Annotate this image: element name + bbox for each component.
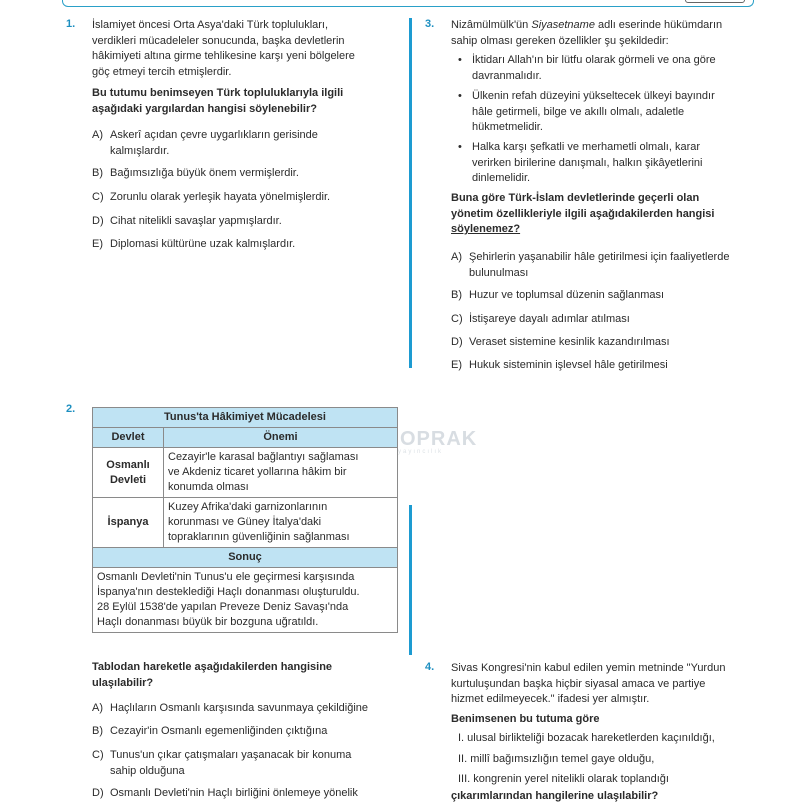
state-line: Osmanlı	[106, 458, 150, 471]
option-letter: B)	[92, 725, 103, 737]
q2-option-d[interactable]	[92, 786, 358, 802]
q1-option-a[interactable]	[92, 128, 318, 159]
q3-option-b[interactable]	[451, 288, 664, 304]
table-result-title: Sonuç	[93, 548, 398, 568]
q3-bullet-line: davranmalıdır.	[472, 69, 542, 82]
table-cell-state	[93, 498, 164, 548]
q1-stem-line: hâkimiyeti altına girme tehlikesine karşı yeni bölgelere	[92, 50, 355, 62]
option-letter: E)	[451, 359, 462, 371]
table-cell-state	[93, 448, 164, 498]
option-text: Şehirlerin yaşanabilir hâle getirilmesi için faaliyetlerde	[469, 251, 730, 263]
q3-option-e[interactable]	[451, 358, 668, 374]
state-line: İspanya	[107, 516, 149, 528]
q2-question-line: Tablodan hareketle aşağıdakilerden hangisine	[92, 661, 333, 673]
q3-question-line: yönetim özellikleriyle ilgili aşağıdakilerden hangisi	[451, 207, 715, 220]
q1-question-line: aşağıdaki yargılardan hangisi söylenebilir?	[92, 102, 317, 115]
q4-number: 4.	[425, 661, 435, 673]
option-text: Huzur ve toplumsal düzenin sağlanması	[469, 289, 665, 301]
q3-question	[451, 191, 714, 238]
q3-option-d[interactable]	[451, 335, 670, 351]
state-line: Devleti	[109, 473, 147, 486]
q2-question	[92, 660, 332, 691]
q1-number: 1.	[66, 18, 76, 30]
option-text: Hukuk sisteminin işlevsel hâle getirilmesi	[469, 359, 668, 371]
option-text: Tunus'un çıkar çatışmaları yaşanacak bir konuma	[110, 749, 352, 761]
header-box	[685, 0, 745, 3]
q3-option-c[interactable]	[451, 312, 630, 328]
option-letter: A)	[92, 129, 103, 141]
q1-stem-line: göç etmeyi tercih etmişlerdir.	[92, 65, 232, 78]
q3-bullet-line: İktidarı Allah'ın bir lütfu olarak görmeli ve ona göre	[472, 54, 716, 66]
column-divider-top	[409, 18, 412, 368]
goal-line: topraklarının güvenliğinin sağlanması	[168, 531, 350, 543]
q3-bullet-line: hükmetmelidir.	[472, 121, 543, 133]
q1-option-e[interactable]	[92, 237, 295, 253]
q3-intro-line: sahip olması gereken özellikler şu şekildedir:	[451, 34, 669, 47]
q2-option-c[interactable]	[92, 748, 351, 779]
q4-item: II. millî bağımsızlığın temel gaye olduğu,	[458, 752, 655, 765]
option-text: İstişareye dayalı adımlar atılması	[469, 313, 630, 325]
q3-bullet-3: • Halka karşı şefkatli ve merhametli olmalı, karar verirken birilerine danışmalı, halkın şikâyetlerini dinlemelidir.	[472, 140, 702, 187]
goal-line: korunması ve Güney İtalya'daki	[168, 516, 322, 528]
q3-option-a[interactable]	[451, 250, 729, 281]
q3-bullet-line: hâle getirmeli, bilge ve akıllı olmalı, adaletle	[472, 105, 685, 118]
watermark-logo: OPRAK	[400, 428, 478, 450]
q3-bullet-line: Ülkenin refah düzeyini yükseltecek ülkeyi bayındır	[472, 90, 715, 102]
q4-question-last: çıkarımlarından hangilerine ulaşılabilir?	[451, 790, 659, 802]
option-text: Haçlıların Osmanlı karşısında savunmaya çekildiğine	[110, 702, 369, 714]
table-cell-goal	[164, 498, 398, 548]
option-text: Osmanlı Devleti'nin Haçlı birliğini önlemeye yönelik	[110, 787, 358, 799]
q4-stem-line: hizmet edilmeyecek." ifadesi yer almıştır.	[451, 693, 650, 705]
option-text: Veraset sistemine kesinlik kazandırılması	[469, 336, 670, 348]
option-letter: C)	[451, 313, 463, 325]
goal-line: Kuzey Afrika'daki garnizonlarının	[168, 501, 328, 513]
option-text: Zorunlu olarak yerleşik hayata yönelmişlerdir.	[110, 191, 331, 203]
option-letter: C)	[92, 749, 104, 761]
table-result	[93, 568, 398, 633]
q1-question-line: Bu tutumu benimseyen Türk topluluklarıyla ilgili	[92, 87, 344, 99]
option-text: Bağımsızlığa büyük önem vermişlerdir.	[110, 167, 299, 179]
option-letter: C)	[92, 191, 104, 203]
result-line: İspanya'nın desteklediği Haçlı donanması oluşturuldu.	[97, 586, 360, 598]
q4-stem	[451, 661, 725, 708]
q4-items	[458, 731, 715, 788]
option-letter: B)	[451, 289, 462, 301]
option-letter: B)	[92, 167, 103, 179]
q2-table	[92, 407, 398, 633]
goal-line: ve Akdeniz ticaret yollarına hâkim bir	[168, 466, 347, 478]
option-letter: D)	[451, 336, 463, 348]
option-text: kalmışlardır.	[110, 144, 170, 157]
q4-item: I. ulusal birlikteliği bozacak hareketlerden kaçınıldığı,	[458, 732, 715, 744]
q2-option-a[interactable]	[92, 701, 368, 717]
option-letter: A)	[451, 251, 462, 263]
q1-option-b[interactable]	[92, 166, 299, 182]
option-text: sahip olduğuna	[110, 764, 185, 777]
q3-intro-pre: Nizâmülmülk'ün	[451, 19, 532, 31]
option-letter: D)	[92, 787, 104, 799]
q3-intro	[451, 18, 722, 49]
option-text: Cezayir'in Osmanlı egemenliğinden çıktığına	[110, 725, 328, 737]
q2-question-line: ulaşılabilir?	[92, 676, 154, 689]
result-line: Osmanlı Devleti'nin Tunus'u ele geçirmesi karşısında	[97, 571, 355, 583]
goal-line: Cezayir'le karasal bağlantıyı sağlaması	[168, 451, 359, 463]
option-letter: E)	[92, 238, 103, 250]
option-text: Askerî açıdan çevre uygarlıkların gerisinde	[110, 129, 318, 141]
table-title: Tunus'ta Hâkimiyet Mücadelesi	[93, 408, 398, 428]
q3-bullet-1: • İktidarı Allah'ın bir lütfu olarak görmeli ve ona göre davranmalıdır.	[472, 53, 716, 84]
option-text: bulunulması	[469, 266, 529, 279]
header-strip	[62, 0, 754, 7]
q3-question-line: Buna göre Türk-İslam devletlerinde geçerli olan	[451, 192, 700, 204]
watermark-sub: yayıncılık	[398, 449, 444, 455]
q3-bullet-2: • Ülkenin refah düzeyini yükseltecek ülkeyi bayındır hâle getirmeli, bilge ve akıllı olmalı, adaletle hükmetmelidir.	[472, 89, 715, 136]
q4-item: III. kongrenin yerel nitelikli olarak toplandığı	[458, 773, 669, 785]
q3-number: 3.	[425, 18, 435, 30]
q1-stem-line: İslamiyet öncesi Orta Asya'daki Türk toplulukları,	[92, 19, 329, 31]
q2-option-b[interactable]	[92, 724, 327, 740]
option-letter: A)	[92, 702, 103, 714]
result-line: 28 Eylül 1538'de yapılan Preveze Deniz Savaşı'nda	[97, 601, 349, 613]
table-row	[93, 448, 398, 498]
q3-bullet-line: verirken birilerine danışmalı, halkın şikâyetlerini	[472, 156, 703, 169]
table-header-state: Devlet	[93, 428, 164, 448]
table-header-goal: Önemi	[164, 428, 398, 448]
q4-stem-line: kurtuluşundan başka hiçbir siyasal amaca ve partiye	[451, 677, 706, 690]
q1-stem-line: verdikleri mücadeleler sonucunda, başka devletlerin	[92, 34, 345, 47]
q3-bullet-line: Halka karşı şefkatli ve merhametli olmalı, karar	[472, 141, 701, 153]
q3-question-last: söylenemez?	[451, 223, 521, 235]
q3-bullet-line: dinlemelidir.	[472, 172, 531, 184]
q3-intro-italic: Siyasetname	[531, 19, 595, 31]
option-text: Diplomasi kültürüne uzak kalmışlardır.	[110, 238, 296, 250]
q2-number: 2.	[66, 403, 76, 415]
table-row	[93, 498, 398, 548]
q1-option-d[interactable]	[92, 214, 282, 230]
column-divider-bottom	[409, 505, 412, 655]
table-cell-goal	[164, 448, 398, 498]
option-letter: D)	[92, 215, 104, 227]
q4-question: Benimsenen bu tutuma göre	[451, 713, 600, 725]
goal-line: konumda olması	[168, 481, 249, 493]
q4-stem-line: Sivas Kongresi'nin kabul edilen yemin metninde "Yurdun	[451, 662, 726, 674]
q1-option-c[interactable]	[92, 190, 330, 206]
q1-question	[92, 86, 343, 117]
q1-stem	[92, 18, 355, 80]
option-text: Cihat nitelikli savaşlar yapmışlardır.	[110, 215, 282, 227]
q3-intro-post: adlı eserinde hükümdarın	[594, 19, 723, 31]
result-line: Haçlı donanması büyük bir bozguna uğratıldı.	[97, 616, 319, 628]
